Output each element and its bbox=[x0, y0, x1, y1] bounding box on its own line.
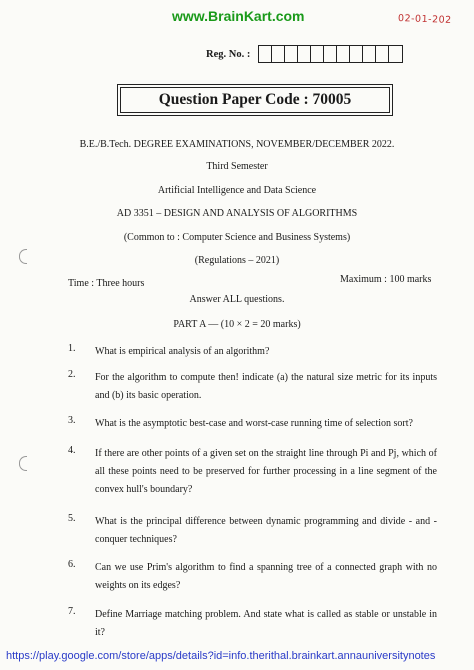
handwritten-date: 02-01-202 bbox=[397, 13, 452, 26]
question-text: What is the asymptotic best-case and worst-case running time of selection sort? bbox=[95, 418, 413, 429]
exam-title: B.E./B.Tech. DEGREE EXAMINATIONS, NOVEMBER/DECEMBER 2022. bbox=[79, 139, 395, 150]
max-marks-label: Maximum : 100 marks bbox=[340, 274, 432, 285]
reg-no-box bbox=[298, 46, 311, 62]
site-url[interactable]: www.BrainKart.com bbox=[172, 8, 305, 24]
common-to: (Common to : Computer Science and Business Systems) bbox=[123, 232, 351, 243]
question-text: For the algorithm to compute then! indicate (a) the natural size metric for its inputs and (b) its basic operation. bbox=[95, 372, 437, 401]
question-text: Define Marriage matching problem. And state what is called as stable or unstable in it? bbox=[95, 609, 437, 638]
reg-no-box bbox=[324, 46, 337, 62]
question-number: 4. bbox=[68, 445, 76, 456]
reg-no-field bbox=[206, 45, 403, 63]
reg-no-box bbox=[350, 46, 363, 62]
question-number: 6. bbox=[68, 559, 76, 570]
reg-no-box bbox=[337, 46, 350, 62]
question-text: What is the principal difference between dynamic programming and divide - and - conquer techniques? bbox=[95, 516, 437, 545]
footer-url[interactable]: https://play.google.com/store/apps/details?id=info.therithal.brainkart.annauniversitynotes bbox=[6, 650, 436, 662]
question-number: 3. bbox=[68, 415, 76, 426]
reg-no-boxes bbox=[258, 45, 403, 63]
instruction: Answer ALL questions. bbox=[189, 294, 285, 305]
question-number: 2. bbox=[68, 369, 76, 380]
reg-no-box bbox=[272, 46, 285, 62]
regulations: (Regulations – 2021) bbox=[194, 255, 280, 266]
reg-no-box bbox=[376, 46, 389, 62]
reg-no-box bbox=[311, 46, 324, 62]
reg-no-label: Reg. No. : bbox=[206, 48, 251, 60]
reg-no-box bbox=[363, 46, 376, 62]
branch: Artificial Intelligence and Data Science bbox=[157, 185, 317, 196]
reg-no-box bbox=[259, 46, 272, 62]
semester: Third Semester bbox=[206, 161, 268, 172]
hole-punch-mark bbox=[19, 249, 27, 264]
subject: AD 3351 – DESIGN AND ANALYSIS OF ALGORITHMS bbox=[116, 208, 358, 219]
question-text: What is empirical analysis of an algorithm? bbox=[95, 346, 270, 357]
reg-no-box bbox=[285, 46, 298, 62]
part-a-heading: PART A — (10 × 2 = 20 marks) bbox=[173, 319, 301, 330]
question-number: 1. bbox=[68, 343, 76, 354]
question-number: 5. bbox=[68, 513, 76, 524]
question-text: If there are other points of a given set on the straight line through Pi and Pj, which of all these points need to be preserved for further processing in a line segment of the convex hull's boundary? bbox=[95, 448, 437, 495]
question-number: 7. bbox=[68, 606, 76, 617]
hole-punch-mark bbox=[19, 456, 27, 471]
time-label: Time : Three hours bbox=[68, 278, 145, 289]
question-paper-code: Question Paper Code : 70005 bbox=[120, 87, 390, 113]
reg-no-box bbox=[389, 46, 402, 62]
question-text: Can we use Prim's algorithm to find a spanning tree of a connected graph with no weights on its edges? bbox=[95, 562, 437, 591]
